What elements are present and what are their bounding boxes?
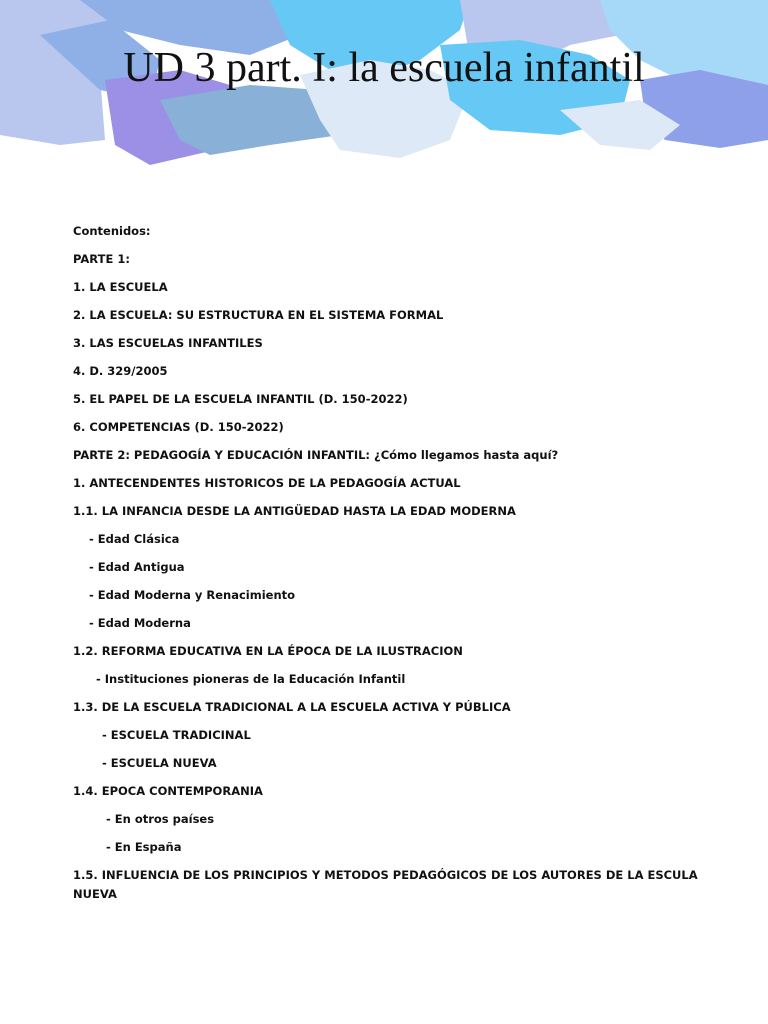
contents-item: 6. COMPETENCIAS (D. 150-2022) <box>73 420 284 434</box>
document-title: UD 3 part. I: la escuela infantil <box>123 45 645 91</box>
contents-item: - Edad Clásica <box>89 532 180 546</box>
decorative-banner <box>0 0 768 200</box>
contents-item: PARTE 2: PEDAGOGÍA Y EDUCACIÓN INFANTIL: ¿Cómo llegamos hasta aquí? <box>73 448 559 462</box>
contents-item: 2. LA ESCUELA: SU ESTRUCTURA EN EL SISTEMA FORMAL <box>73 308 444 322</box>
contents-item: 1.5. INFLUENCIA DE LOS PRINCIPIOS Y METODOS PEDAGÓGICOS DE LOS AUTORES DE LA ESCULA NUEVA <box>73 868 698 901</box>
table-of-contents <box>73 222 713 904</box>
contents-item: - ESCUELA NUEVA <box>102 756 217 770</box>
contents-item: 1.3. DE LA ESCUELA TRADICIONAL A LA ESCUELA ACTIVA Y PÚBLICA <box>73 700 511 714</box>
contents-item: - Edad Moderna y Renacimiento <box>89 588 296 602</box>
contents-item: - Instituciones pioneras de la Educación Infantil <box>96 672 406 686</box>
contents-item: - Edad Moderna <box>89 616 191 630</box>
contents-item: - En España <box>106 840 182 854</box>
contents-item: Contenidos: <box>73 224 151 238</box>
contents-item: - ESCUELA TRADICINAL <box>102 728 251 742</box>
contents-item: 1. ANTECENDENTES HISTORICOS DE LA PEDAGOGÍA ACTUAL <box>73 476 461 490</box>
contents-item: PARTE 1: <box>73 252 130 266</box>
contents-item: 4. D. 329/2005 <box>73 364 168 378</box>
contents-item: 1.1. LA INFANCIA DESDE LA ANTIGÜEDAD HASTA LA EDAD MODERNA <box>73 504 516 518</box>
contents-item: 1.2. REFORMA EDUCATIVA EN LA ÉPOCA DE LA ILUSTRACION <box>73 644 463 658</box>
contents-item: 1. LA ESCUELA <box>73 280 168 294</box>
contents-item: 1.4. EPOCA CONTEMPORANIA <box>73 784 263 798</box>
contents-item: - En otros países <box>106 812 215 826</box>
contents-item: 3. LAS ESCUELAS INFANTILES <box>73 336 263 350</box>
contents-item: 5. EL PAPEL DE LA ESCUELA INFANTIL (D. 150-2022) <box>73 392 408 406</box>
contents-item: - Edad Antigua <box>89 560 185 574</box>
